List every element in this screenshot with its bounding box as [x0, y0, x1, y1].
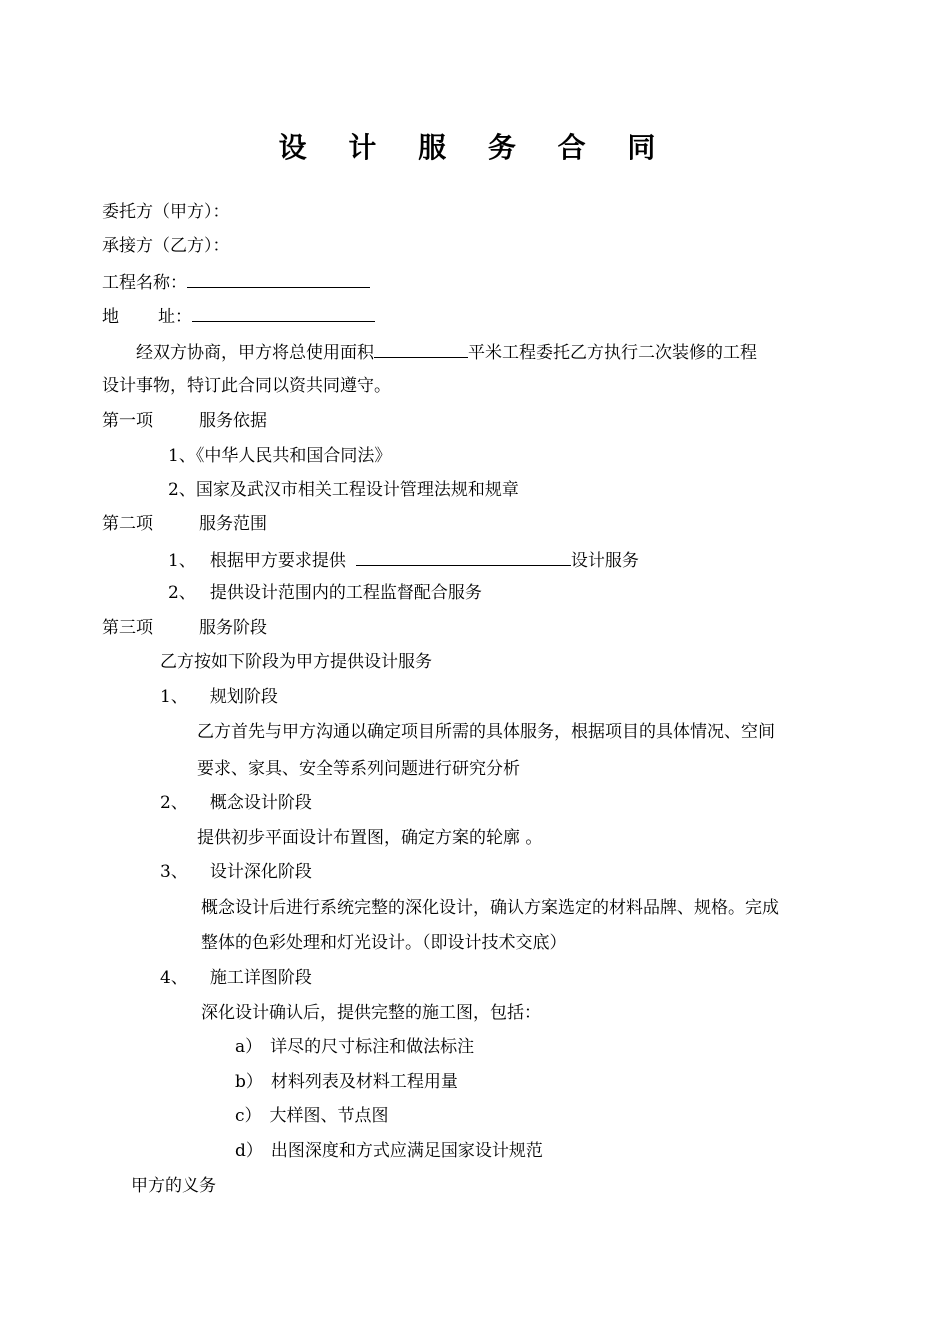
stage-desc: 概念设计后进行系统完整的深化设计，确认方案选定的材料品牌、规格。完成 — [201, 898, 779, 918]
stage-heading — [160, 860, 312, 884]
stage-desc: 深化设计确认后，提供完整的施工图，包括： — [201, 1003, 541, 1023]
section3-title: 服务阶段 — [199, 618, 267, 638]
section3-heading — [102, 616, 267, 640]
stage-desc: 整体的色彩处理和灯光设计。（即设计技术交底） — [201, 933, 567, 953]
intro-text-1: 经双方协商，甲方将总使用面积 — [136, 343, 374, 363]
stage-title: 规划阶段 — [209, 687, 278, 707]
sub-item-text: 详尽的尺寸标注和做法标注 — [270, 1037, 475, 1057]
item-text-suffix: 设计服务 — [570, 551, 639, 571]
sub-item-text: 大样图、节点图 — [269, 1106, 389, 1126]
stage-desc: 提供初步平面设计布置图，确定方案的轮廓 。 — [197, 828, 543, 848]
stage-title: 设计深化阶段 — [209, 862, 312, 882]
stage-desc: 乙方首先与甲方沟通以确定项目所需的具体服务，根据项目的具体情况、空间 — [197, 722, 775, 742]
intro-text-2: 平米工程委托乙方执行二次装修的工程 — [468, 343, 757, 363]
stage-heading — [160, 685, 278, 709]
address-blank[interactable] — [192, 303, 375, 322]
stage-title: 概念设计阶段 — [209, 793, 312, 813]
project-name-blank[interactable] — [187, 269, 370, 288]
section3-intro: 乙方按如下阶段为甲方提供设计服务 — [160, 652, 432, 672]
sub-item-mark: d） — [235, 1141, 263, 1161]
item-text: 提供设计范围内的工程监督配合服务 — [209, 583, 482, 603]
stage-desc: 要求、家具、安全等系列问题进行研究分析 — [197, 759, 520, 779]
section1-heading — [102, 409, 267, 433]
stage-number: 2、 — [160, 793, 188, 813]
service-scope-blank[interactable] — [356, 547, 571, 566]
sub-item-mark: c） — [235, 1106, 262, 1126]
item-number: 1、 — [168, 551, 196, 571]
section2-item-1 — [168, 547, 639, 573]
project-name-label: 工程名称： — [102, 273, 187, 293]
sub-item-mark: a） — [235, 1037, 263, 1057]
item-text: 根据甲方要求提供 — [209, 551, 346, 571]
address-label-char1: 地 — [102, 307, 119, 327]
sub-item — [235, 1035, 474, 1059]
client-label: 委托方（甲方）： — [102, 202, 230, 222]
section2-title: 服务范围 — [199, 514, 267, 534]
sub-item-text: 出图深度和方式应满足国家设计规范 — [270, 1141, 543, 1161]
stage-title: 施工详图阶段 — [209, 968, 312, 988]
stage-number: 3、 — [160, 862, 188, 882]
stage-heading — [160, 791, 312, 815]
section2-heading — [102, 512, 267, 536]
sub-item-mark: b） — [235, 1072, 263, 1092]
contractor-label: 承接方（乙方）： — [102, 236, 230, 256]
page-title: 设 计 服 务 合 同 — [278, 131, 672, 164]
sub-item — [235, 1139, 543, 1163]
section1-title: 服务依据 — [199, 411, 267, 431]
stage-number: 1、 — [160, 687, 188, 707]
area-blank[interactable] — [374, 339, 468, 358]
stage-heading — [160, 966, 312, 990]
sub-item-text: 材料列表及材料工程用量 — [270, 1072, 458, 1092]
section2-item-2 — [168, 581, 482, 605]
sub-item — [235, 1070, 458, 1094]
section1-item: 1、《中华人民共和国合同法》 — [168, 446, 392, 466]
stage-number: 4、 — [160, 968, 188, 988]
project-name-row — [102, 269, 370, 295]
intro-line-2: 设计事物，特订此合同以资共同遵守。 — [102, 376, 391, 396]
section1-label: 第一项 — [102, 411, 153, 431]
intro-line-1 — [136, 339, 757, 365]
sub-item — [235, 1104, 389, 1128]
address-label-char2: 址： — [158, 307, 192, 327]
item-number: 2、 — [168, 583, 196, 603]
section3-label: 第三项 — [102, 618, 153, 638]
address-row — [102, 303, 375, 329]
section1-item: 2、国家及武汉市相关工程设计管理法规和规章 — [168, 480, 519, 500]
section2-label: 第二项 — [102, 514, 153, 534]
party-a-obligations-heading: 甲方的义务 — [131, 1176, 216, 1196]
